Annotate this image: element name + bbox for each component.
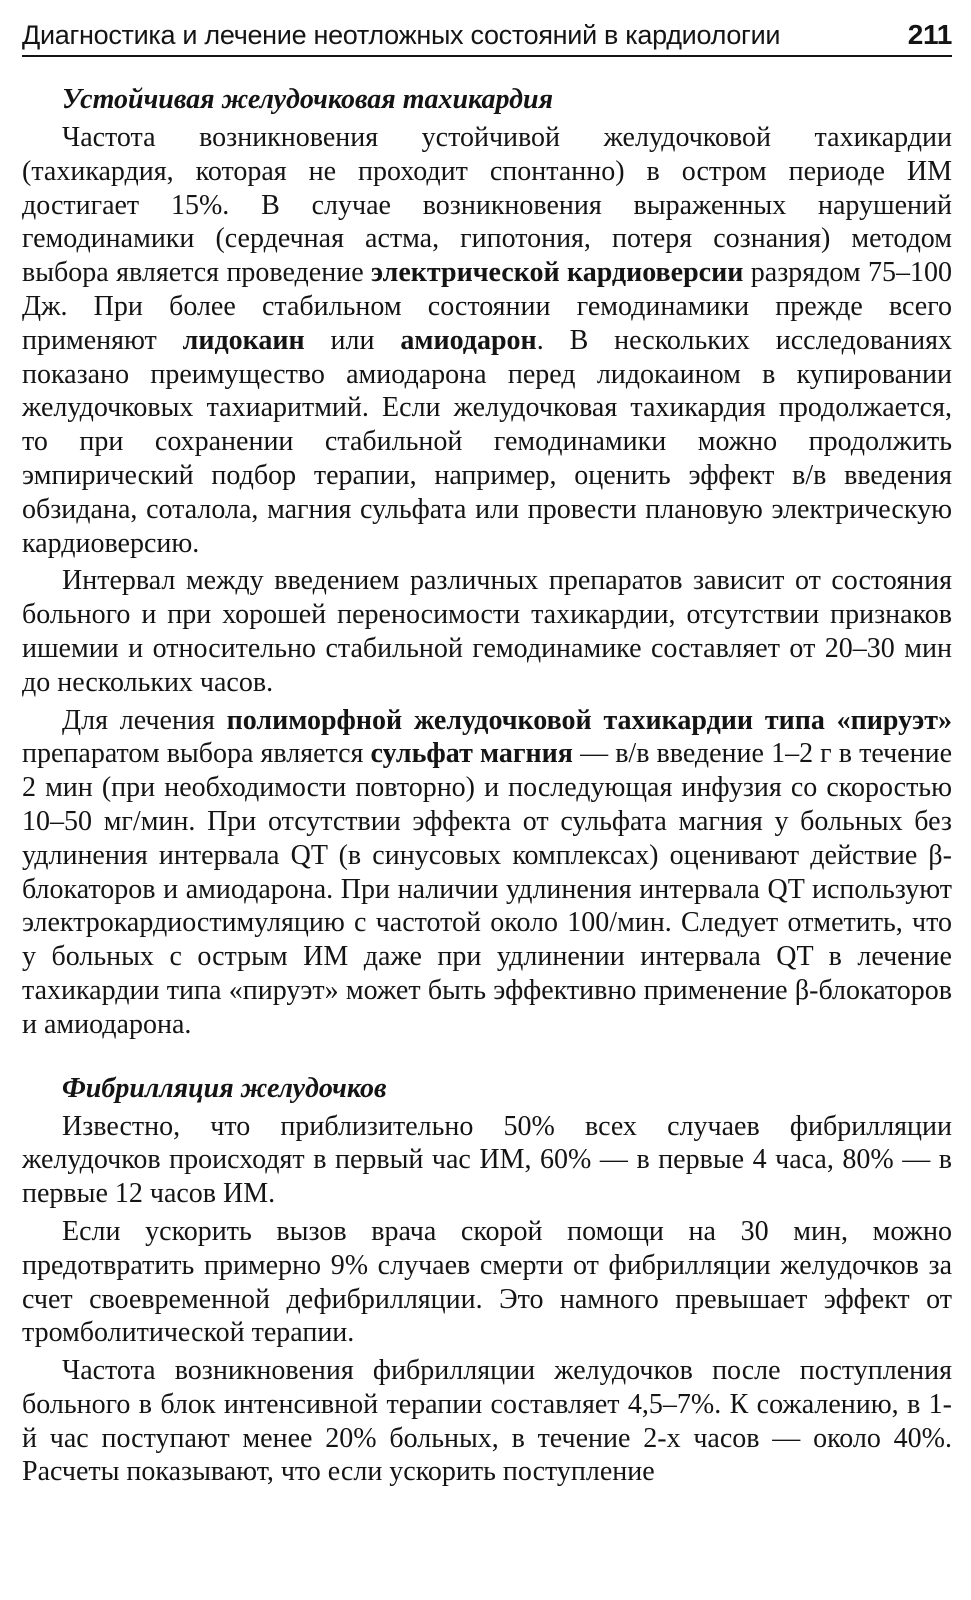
text-run: Частота возникновения фибрилляции желудочков после поступления больного в блок интенсивной терапии составляет 4,5–7%. К сожалению, в 1-й час поступают менее 20% больных, в течение 2-х часов — около 40%. Расчеты показывают, что если ускорить поступление [22, 1355, 952, 1488]
text-run: или [304, 324, 401, 356]
paragraph-drug-interval [22, 564, 952, 699]
term-lidocaine: лидокаин [182, 324, 305, 356]
term-electrical-cardioversion: электрической кардиоверсии [371, 257, 744, 289]
text-run: Для лечения [62, 704, 227, 736]
text-run: Известно, что приблизительно 50% всех случаев фибрилляции желудочков происходят в первый час ИМ, 60% — в первые 4 часа, 80% — в первые 12 часов ИМ. [22, 1110, 952, 1210]
running-header-title: Диагностика и лечение неотложных состояний в кардиологии [22, 20, 781, 50]
paragraph-vf-timing [22, 1110, 952, 1211]
paragraph-torsades [22, 704, 952, 1042]
term-amiodarone: амиодарон [400, 324, 537, 356]
page-body [22, 83, 952, 1489]
text-run: препаратом выбора является [22, 738, 371, 770]
paragraph-early-call [22, 1215, 952, 1350]
book-page [22, 18, 952, 1489]
text-run: — в/в введение 1–2 г в течение 2 мин (при необходимости повторно) и последующая инфузия со скоростью 10–50 мг/мин. При отсутствии эффекта от сульфата магния у больных без удлинения интервала QT (в синусовых комплексах) оценивают действие β-блокаторов и амиодарона. При наличии удлинения интервала QT используют электрокардиостимуляцию с частотой около 100/мин. Следует отметить, что у больных с острым ИМ даже при удлинении интервала QT в лечение тахикардии типа «пируэт» может быть эффективно применение β-блокаторов и амиодарона. [22, 738, 952, 1040]
section-heading-vf: Фибрилляция желудочков [62, 1072, 387, 1104]
text-run: . В нескольких исследованиях показано преимущество амиодарона перед лидокаином в купировании желудочковых тахиаритмий. Если желудочковая тахикардия продолжается, то при сохранении стабильной гемодинамики можно продолжить эмпирический подбор терапии, например, оценить эффект в/в введения обзидана, соталола, магния сульфата или провести плановую электрическую кардиоверсию. [22, 324, 952, 559]
term-magnesium-sulfate: сульфат магния [370, 738, 573, 770]
paragraph-icu-incidence [22, 1354, 952, 1489]
text-run: разрядом 75–100 Дж. При более стабильном состоянии гемодинамики прежде всего применяют [22, 257, 952, 356]
term-polymorphic-vt: полиморфной желудочковой тахикардии типа «пируэт» [226, 704, 952, 736]
text-run: Частота возникновения устойчивой желудочковой тахикардии (тахикардия, которая не проходит спонтанно) в остром периоде ИМ достигает 15%. В случае возникновения выраженных нарушений гемодинамики (сердечная астма, гипотония, потеря сознания) методом выбора является проведение [22, 122, 952, 289]
text-run: Интервал между введением различных препаратов зависит от состояния больного и при хорошей переносимости тахикардии, отсутствии признаков ишемии и относительно стабильной гемодинамике составляет от 20–30 мин до нескольких часов. [22, 565, 952, 698]
section-heading-sustained-vt: Устойчивая желудочковая тахикардия [62, 84, 554, 115]
paragraph-vt-incidence [22, 121, 952, 560]
text-run: Если ускорить вызов врача скорой помощи на 30 мин, можно предотвратить примерно 9% случаев смерти от фибрилляции желудочков за счет своевременной дефибрилляции. Это намного превышает эффект от тромболитической терапии. [22, 1215, 952, 1349]
page-number: 211 [907, 19, 952, 50]
running-header [22, 18, 952, 57]
